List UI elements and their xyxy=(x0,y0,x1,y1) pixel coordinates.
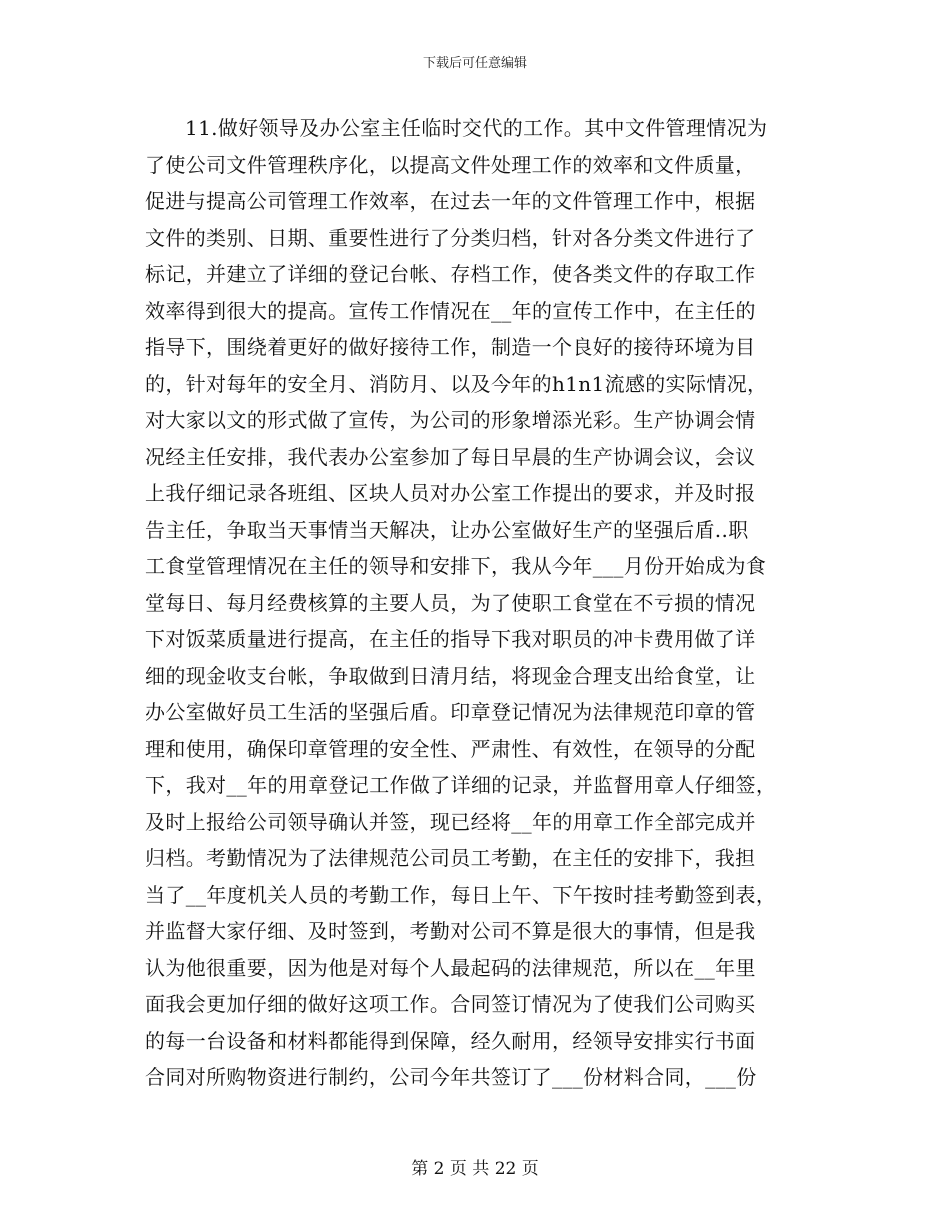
body-line: 认为他很重要，因为他是对每个人最起码的法律规范，所以在__年里 xyxy=(145,955,756,980)
page-header: 下载后可任意编辑 xyxy=(422,56,527,71)
body-line: 及时上报给公司领导确认并签，现已经将__年的用章工作全部完成并 xyxy=(145,809,756,834)
body-line: 并监督大家仔细、及时签到，考勤对公司不算是很大的事情，但是我 xyxy=(145,919,756,943)
body-line: 的每一台设备和材料都能得到保障，经久耐用，经领导安排实行书面 xyxy=(145,1028,756,1053)
body-line: 归档。考勤情况为了法律规范公司员工考勤，在主任的安排下，我担 xyxy=(145,846,756,870)
body-line: 效率得到很大的提高。宣传工作情况在__年的宣传工作中，在主任的 xyxy=(145,298,756,323)
body-line: 下对饭菜质量进行提高，在主任的指导下我对职员的冲卡费用做了详 xyxy=(145,627,756,651)
body-line: 11.做好领导及办公室主任临时交代的工作。其中文件管理情况为 xyxy=(185,116,768,140)
body-line: 面我会更加仔细的做好这项工作。合同签订情况为了使我们公司购买 xyxy=(145,992,756,1016)
body-line: 促进与提高公司管理工作效率，在过去一年的文件管理工作中，根据 xyxy=(145,189,756,213)
body-line: 文件的类别、日期、重要性进行了分类归档，针对各分类文件进行了 xyxy=(145,225,756,250)
body-line: 指导下，围绕着更好的做好接待工作，制造一个良好的接待环境为目 xyxy=(145,335,756,359)
body-line: 当了__年度机关人员的考勤工作，每日上午、下午按时挂考勤签到表， xyxy=(145,882,777,907)
body-line: 下，我对__年的用章登记工作做了详细的记录，并监督用章人仔细签， xyxy=(145,773,777,797)
body-line: 标记，并建立了详细的登记台帐、存档工作，使各类文件的存取工作 xyxy=(145,262,756,286)
body-line: 办公室做好员工生活的坚强后盾。印章登记情况为法律规范印章的管 xyxy=(145,700,756,724)
body-line: 堂每日、每月经费核算的主要人员，为了使职工食堂在不亏损的情况 xyxy=(145,590,756,615)
body-line: 了使公司文件管理秩序化，以提高文件处理工作的效率和文件质量， xyxy=(145,152,756,177)
body-line: 况经主任安排，我代表办公室参加了每日早晨的生产协调会议，会议 xyxy=(145,444,756,469)
body-line: 合同对所购物资进行制约，公司今年共签订了___份材料合同，___份 xyxy=(145,1065,757,1089)
body-line: 的，针对每年的安全月、消防月、以及今年的h1n1流感的实际情况， xyxy=(145,371,768,396)
body-line: 上我仔细记录各班组、区块人员对办公室工作提出的要求，并及时报 xyxy=(145,481,756,505)
body-line: 告主任，争取当天事情当天解决，让办公室做好生产的坚强后盾..职 xyxy=(145,517,749,542)
document-body xyxy=(145,110,805,1096)
body-line: 工食堂管理情况在主任的领导和安排下，我从今年___月份开始成为食 xyxy=(145,554,767,578)
page-number: 第 2 页 共 22 页 xyxy=(411,1159,539,1179)
body-line: 细的现金收支台帐，争取做到日清月结，将现金合理支出给食堂，让 xyxy=(145,663,756,688)
body-line: 对大家以文的形式做了宣传，为公司的形象增添光彩。生产协调会情 xyxy=(145,408,756,432)
body-line: 理和使用，确保印章管理的安全性、严肃性、有效性，在领导的分配 xyxy=(145,736,756,761)
